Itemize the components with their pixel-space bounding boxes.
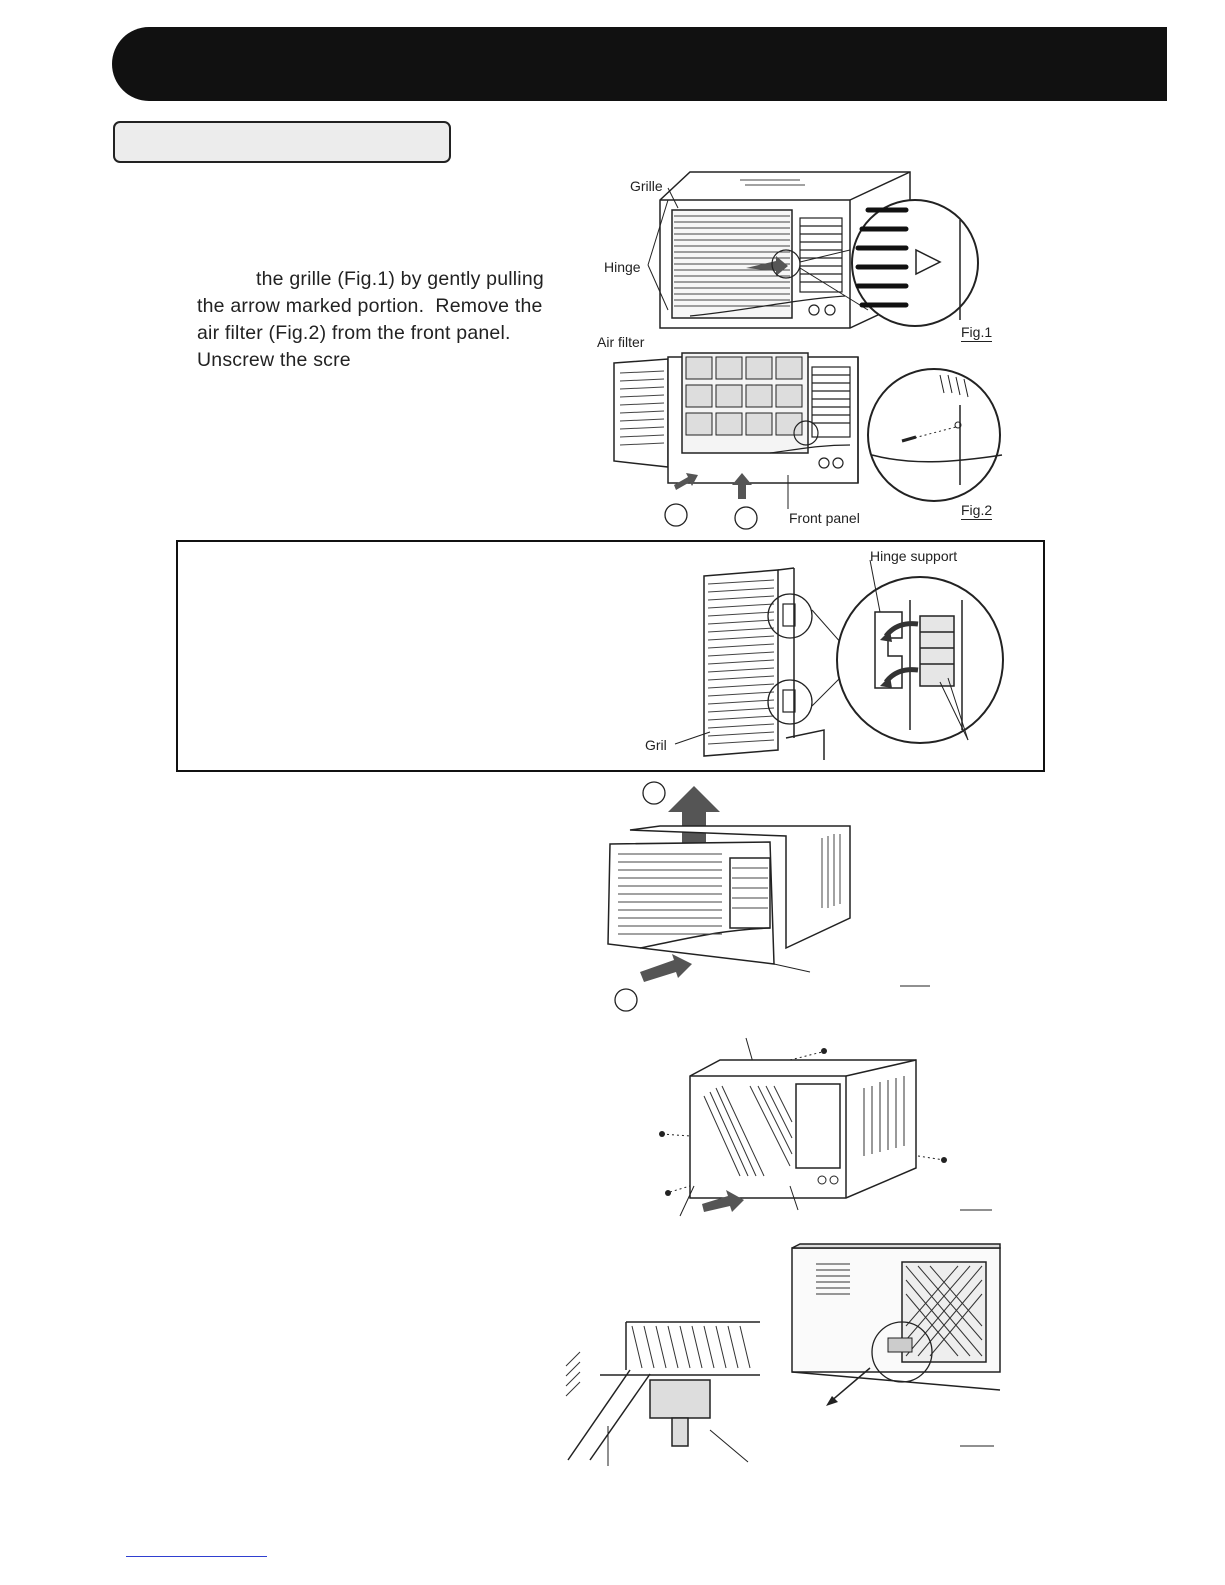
section-tab	[113, 121, 451, 163]
fig2-caption: Fig.2	[961, 502, 993, 518]
instruction-line-2: the arrow marked portion. Remove the	[197, 295, 543, 317]
fig1-caption: Fig.1	[961, 324, 993, 340]
instruction-line-3: air filter (Fig.2) from the front panel.	[197, 322, 511, 344]
bottom-link-line	[126, 1556, 267, 1557]
grille-label: Grille	[630, 178, 663, 194]
hinge-detail-illustration	[670, 560, 1040, 772]
air-filter-label: Air filter	[597, 334, 645, 350]
hinge-label: Hinge	[604, 259, 641, 275]
fig3-illustration	[600, 778, 940, 1013]
front-panel-label: Front panel	[789, 510, 860, 526]
fig5-illustration	[560, 1240, 1005, 1470]
instruction-line-4: Unscrew the scre	[197, 349, 351, 371]
fig4-illustration	[650, 1036, 1000, 1216]
grille-note-label: Gril	[645, 737, 667, 753]
hinge-support-label: Hinge support	[870, 548, 958, 564]
fig1-illustration	[600, 160, 1000, 335]
instruction-line-1: the grille (Fig.1) by gently pulling	[256, 268, 544, 290]
header-bar	[112, 27, 1167, 101]
fig2-illustration	[610, 345, 1010, 530]
instruction-text	[197, 266, 577, 374]
